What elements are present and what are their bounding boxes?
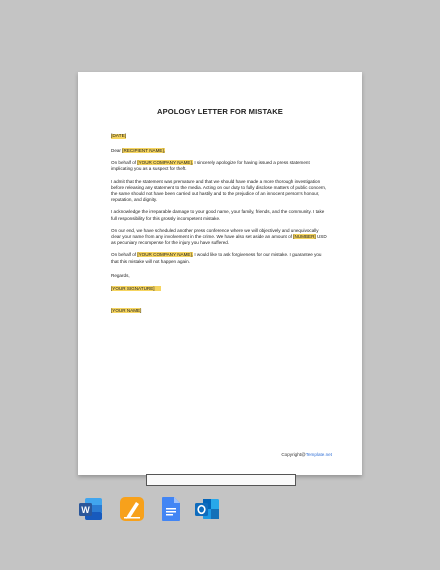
- paragraph-4: On our end, we have scheduled another press conference where we will objectively and unequivocally clear your name from any involvement in the crime. We have also set aside an amount of [NUMBER] USD as pecuniary recompense for the injury you have suffered.: [111, 227, 327, 246]
- document-title: APOLOGY LETTER FOR MISTAKE: [157, 107, 283, 116]
- pages-icon[interactable]: [119, 496, 145, 522]
- salutation: Dear [RECIPIENT NAME],: [111, 148, 166, 153]
- copyright-brand-link[interactable]: Template.net: [305, 452, 332, 457]
- page-frame-indicator: [146, 474, 296, 486]
- outlook-icon[interactable]: [194, 496, 220, 522]
- word-icon[interactable]: [78, 496, 104, 522]
- recipient-placeholder: [RECIPIENT NAME],: [122, 148, 166, 153]
- number-placeholder: [NUMBER]: [293, 234, 316, 240]
- document-page: [78, 72, 362, 475]
- name-placeholder: [YOUR NAME]: [111, 308, 142, 314]
- copyright-footer: Copyright@Template.net: [281, 452, 332, 457]
- paragraph-3: I acknowledge the irreparable damage to your good name, your family, friends, and the community. I take full responsibility for this grossly incompetent mistake.: [111, 209, 325, 221]
- company-name-placeholder-2: [YOUR COMPANY NAME],: [137, 252, 194, 258]
- google-docs-icon[interactable]: [158, 496, 184, 522]
- paragraph-2: I admit that the statement was premature and that we should have made a more thorough investigation before releasing any statement to the media. Acting on our duty to fully disclose matters of public concern, the same should not have been carried out hastily and to the prejudice of an innocent person's honour, reputation, and dignity.: [111, 178, 327, 203]
- paragraph-5: On behalf of [YOUR COMPANY NAME], I would like to ask forgiveness for our mistake. I guarantee you that this mistake will not happen again.: [111, 252, 322, 264]
- date-placeholder: [DATE]: [111, 134, 127, 139]
- paragraph-1: On behalf of [YOUR COMPANY NAME], I sincerely apologize for having issued a press statement implicating you as a suspect for theft.: [111, 160, 310, 172]
- signature-placeholder: [YOUR SIGNATURE]: [111, 286, 161, 291]
- app-icons-row: [78, 496, 228, 524]
- svg-text:W: W: [81, 505, 90, 515]
- company-name-placeholder: [YOUR COMPANY NAME],: [137, 160, 194, 166]
- closing: Regards,: [111, 272, 130, 278]
